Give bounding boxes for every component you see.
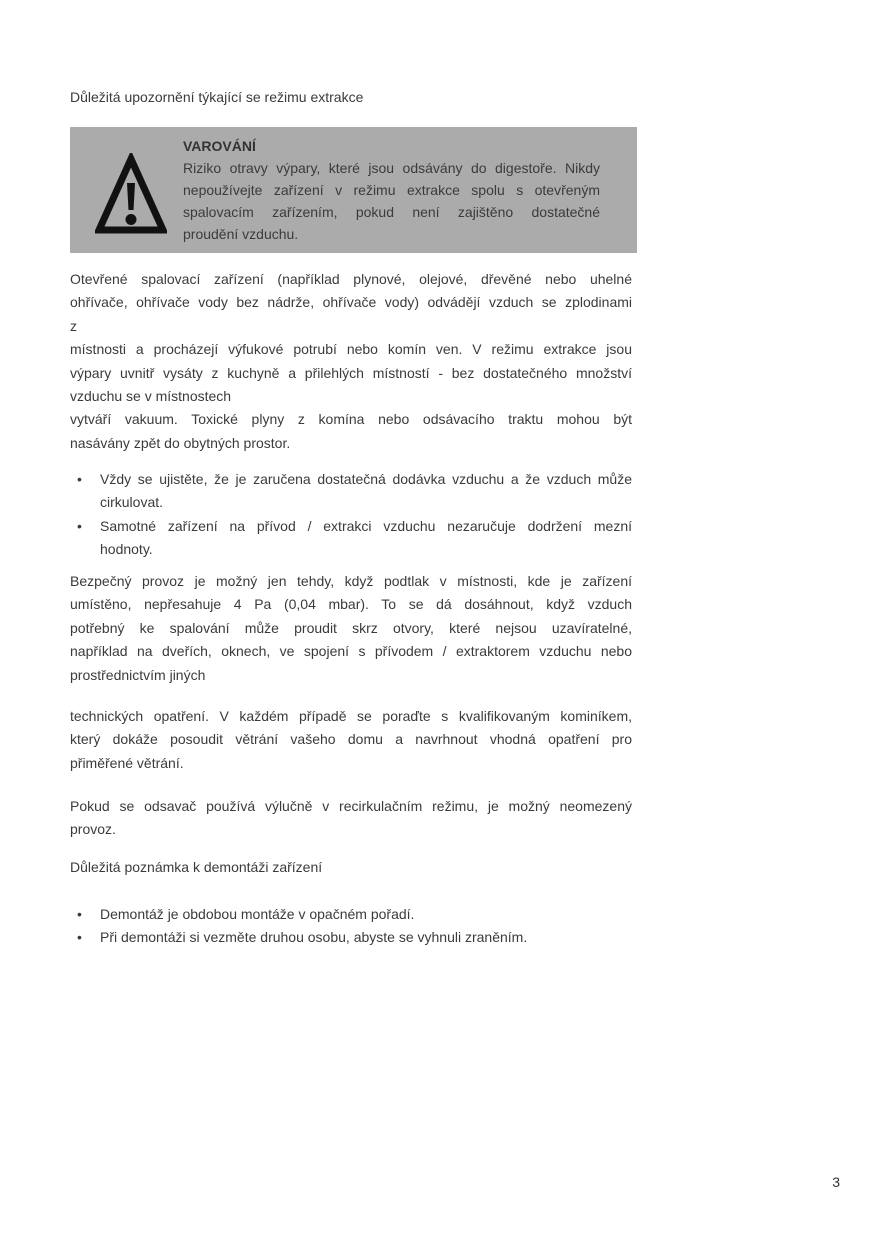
text-line: přiměřené větrání. [70, 754, 184, 771]
list-item [70, 468, 632, 515]
text-line: Riziko otravy výpary, které jsou odsávány do digestoře. Nikdy [183, 160, 600, 176]
bullet-list-disassembly [70, 903, 632, 950]
warning-text [183, 135, 600, 245]
paragraph-technical-measures [70, 705, 632, 775]
page-title: Důležitá upozornění týkající se režimu extrakce [70, 89, 364, 105]
bullet-icon: • [77, 471, 82, 487]
text-line: provoz. [70, 821, 116, 838]
paragraph-recirculation-mode [70, 795, 632, 842]
paragraph-combustion-appliances [70, 268, 632, 455]
list-item-text [100, 926, 632, 949]
text-line: z [70, 317, 77, 334]
text-line: ohřívače, ohřívače vody bez nádrže, ohřívače vody) odvádějí vzduch se zplodinami [70, 294, 632, 311]
text-line: Samotné zařízení na přívod / extrakci vzduchu nezaručuje dodržení mezní [100, 517, 632, 534]
text-line: nepoužívejte zařízení v režimu extrakce spolu s otevřeným [183, 182, 600, 198]
section-heading-disassembly: Důležitá poznámka k demontáži zařízení [70, 859, 323, 875]
warning-heading: VAROVÁNÍ [183, 138, 256, 154]
list-item [70, 926, 632, 949]
text-line: cirkulovat. [100, 494, 164, 511]
text-line: proudění vzduchu. [183, 226, 299, 242]
page-number: 3 [832, 1174, 840, 1190]
warning-box [70, 127, 637, 253]
list-item [70, 903, 632, 926]
text-line: Při demontáži si vezměte druhou osobu, abyste se vyhnuli zraněním. [100, 929, 528, 946]
text-line: Pokud se odsavač používá výlučně v recirkulačním režimu, je možný neomezený [70, 798, 632, 814]
bullet-icon: • [77, 906, 82, 922]
text-line: místnosti a procházejí výfukové potrubí nebo komín ven. V režimu extrakce jsou [70, 341, 632, 358]
list-item [70, 515, 632, 562]
bullet-icon: • [77, 929, 82, 946]
paragraph-safe-operation [70, 570, 632, 687]
text-line: Demontáž je obdobou montáže v opačném pořadí. [100, 906, 415, 922]
text-line: vzduchu se v místnostech [70, 388, 232, 405]
text-line: výpary uvnitř vysáty z kuchyně a přilehlých místností - bez dostatečného množství [70, 364, 632, 381]
text-line: který dokáže posoudit větrání vašeho domu a navrhnout vhodná opatření pro [70, 731, 632, 748]
text-line: Bezpečný provoz je možný jen tehdy, když podtlak v místnosti, kde je zařízení [70, 573, 632, 589]
warning-triangle-icon [95, 153, 167, 235]
text-line: technických opatření. V každém případě se poraďte s kvalifikovaným kominíkem, [70, 708, 632, 724]
text-line: spalovacím zařízením, pokud není zajištěno dostatečné [183, 204, 600, 220]
bullet-list-air-supply [70, 468, 632, 562]
text-line: hodnoty. [100, 541, 153, 558]
text-line: například na dveřích, oknech, ve spojení s přívodem / extraktorem vzduchu nebo [70, 643, 632, 660]
bullet-icon: • [77, 517, 82, 534]
list-item-text [100, 903, 632, 926]
warning-body [183, 157, 600, 245]
text-line: vytváří vakuum. Toxické plyny z komína nebo odsávacího traktu mohou být [70, 411, 632, 428]
text-line: Vždy se ujistěte, že je zaručena dostatečná dodávka vzduchu a že vzduch může [100, 471, 632, 487]
list-item-text [100, 468, 632, 515]
text-line: potřebný ke spalování může proudit skrz otvory, které nejsou uzavíratelné, [70, 619, 632, 636]
text-line: prostřednictvím jiných [70, 666, 206, 683]
text-line: Otevřené spalovací zařízení (například plynové, olejové, dřevěné nebo uhelné [70, 271, 632, 287]
text-line: umístěno, nepřesahuje 4 Pa (0,04 mbar). To se dá dosáhnout, když vzduch [70, 596, 632, 613]
list-item-text [100, 515, 632, 562]
text-line: nasávány zpět do obytných prostor. [70, 434, 291, 451]
